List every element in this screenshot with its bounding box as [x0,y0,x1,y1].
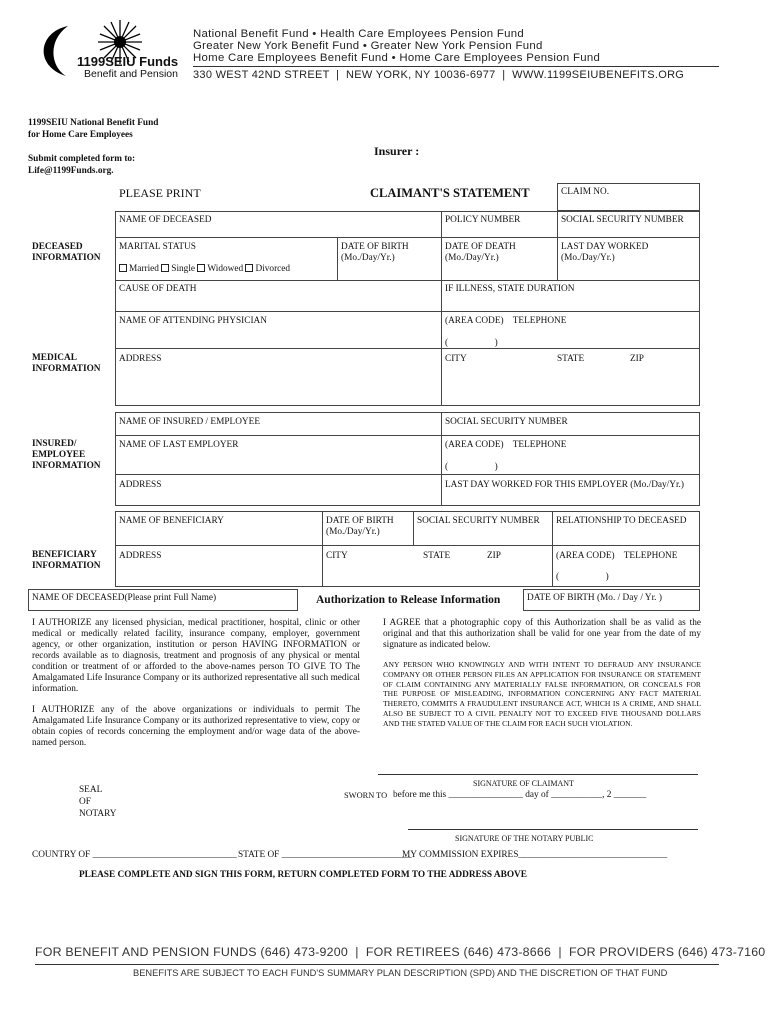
insured-address-field[interactable] [115,474,442,506]
last-day-worked-label: LAST DAY WORKED (Mo./Day/Yr.) [561,242,649,263]
insurer-label: Insurer : [374,144,420,158]
physician-phone-paren: ( ) [445,338,498,348]
sworn-date-line[interactable]: before me this ________________ day of ___________, 2 _______ [393,790,647,800]
insured-ssn-label: SOCIAL SECURITY NUMBER [445,417,568,427]
insured-address-label: ADDRESS [119,480,162,490]
physician-state-label: STATE [557,354,585,364]
deceased-ssn-label: SOCIAL SECURITY NUMBER [561,215,684,225]
married-checkbox[interactable] [119,264,127,272]
notary-signature-label: SIGNATURE OF THE NOTARY PUBLIC [455,834,594,843]
fund-address: 330 WEST 42ND STREET | NEW YORK, NY 10036-6977 | WWW.1199SEIUBENEFITS.ORG [193,69,685,81]
funds-line-3: Home Care Employees Benefit Fund • Home Care Employees Pension Fund [193,52,601,64]
employer-phone-label: (AREA CODE) TELEPHONE [445,440,567,450]
date-of-death-label: DATE OF DEATH (Mo./Day/Yr.) [445,242,516,263]
auth-deceased-name-label: NAME OF DECEASED(Please print Full Name) [32,593,217,603]
last-employer-label: NAME OF LAST EMPLOYER [119,440,239,450]
deceased-section-label: DECEASED INFORMATION [32,242,101,263]
auth-paragraph-2: I AUTHORIZE any of the above organizations or individuals to permit The Amalgamated Life Insurance Company or its authorized representative to view, copy or obtain copies of records concerning the employment and/or wage data of the above-named person. [32,705,360,748]
auth-agree-paragraph: I AGREE that a photographic copy of this Authorization shall be as valid as the original and that this authorization shall be valid for one year from the date of my signature as indicated below. [383,618,701,650]
beneficiary-ssn-label: SOCIAL SECURITY NUMBER [417,516,540,526]
claim-no-label: CLAIM NO. [561,187,610,197]
claimant-signature-line[interactable] [378,774,698,775]
marital-options [119,264,290,275]
medical-section-label: MEDICAL INFORMATION [32,353,101,374]
submit-email[interactable]: Life@1199Funds.org. [28,166,114,176]
auth-title: Authorization to Release Information [316,594,501,606]
employer-last-day-label: LAST DAY WORKED FOR THIS EMPLOYER (Mo./Day/Yr.) [445,480,684,490]
physician-address-label: ADDRESS [119,354,162,364]
please-print-label: PLEASE PRINT [119,186,201,200]
policy-number-label: POLICY NUMBER [445,215,521,225]
beneficiary-section-label: BENEFICIARY INFORMATION [32,550,101,571]
relationship-label: RELATIONSHIP TO DECEASED [556,516,687,526]
widowed-option-label: Widowed [207,264,244,274]
beneficiary-dob-label: DATE OF BIRTH (Mo./Day/Yr.) [326,516,394,537]
auth-paragraph-1: I AUTHORIZE any licensed physician, medical practitioner, hospital, clinic or other medical or medically related facility, insurance company, employer, government agency, or other organization, institution or person HAVING INFORMATION or records available as to diagnosis, treatment and prognosis of any physical or mental condition or treatment of or afforded to the above-names person TO GIVE TO The Amalgamated Life Insurance Company or its authorized representative all such medical information. [32,618,360,694]
country-of-field[interactable]: COUNTRY OF _______________________________ [32,850,237,860]
state-of-field[interactable]: STATE OF ____________________________ [238,850,412,860]
divorced-option-label: Divorced [255,264,291,274]
fund-name-line-1: 1199SEIU National Benefit Fund [28,118,159,128]
claimant-signature-label: SIGNATURE OF CLAIMANT [473,779,574,788]
beneficiary-city-label: CITY [326,551,348,561]
married-option-label: Married [129,264,159,274]
beneficiary-phone-paren: ( ) [556,572,609,582]
beneficiary-phone-label: (AREA CODE) TELEPHONE [556,551,678,561]
form-title: CLAIMANT'S STATEMENT [370,186,530,200]
single-option-label: Single [171,264,196,274]
physician-zip-label: ZIP [630,354,644,364]
logo-subtitle: Benefit and Pension [84,68,178,80]
beneficiary-address-label: ADDRESS [119,551,162,561]
notary-seal-label: SEAL OF NOTARY [79,785,117,819]
header-rule [193,66,719,67]
physician-phone-label: (AREA CODE) TELEPHONE [445,316,567,326]
beneficiary-name-label: NAME OF BENEFICIARY [119,516,224,526]
illness-duration-label: IF ILLNESS, STATE DURATION [445,284,575,294]
cause-of-death-label: CAUSE OF DEATH [119,284,197,294]
beneficiary-state-label: STATE [423,551,451,561]
fraud-warning: ANY PERSON WHO KNOWINGLY AND WITH INTENT TO DEFRAUD ANY INSURANCE COMPANY OR OTHER PERSON FILES AN APPLICATION FOR INSURANCE OR STATEMENT OF CLAIM CONTAINING ANY MATERIALLY FALSE INFORMATION, OR CONCEALS FOR THE PURPOSE OF MISLEADING, INFORMATION CONCERNING ANY FACT MATERIAL THERETO, COMMITS A FRAUDULENT INSURANCE ACT, WHICH IS A CRIME, AND SHALL ALSO BE SUBJECT TO A CIVIL PENALTY NOT TO EXCEED FIVE THOUSAND DOLLARS AND THE STATED VALUE OF THE CLAIM FOR EACH SUCH VIOLATION. [383,660,701,728]
submit-line-1: Submit completed form to: [28,154,136,164]
footer-disclaimer: BENEFITS ARE SUBJECT TO EACH FUND'S SUMMARY PLAN DESCRIPTION (SPD) AND THE DISCRETION OF THAT FUND [133,968,668,978]
insured-section-label: INSURED/ EMPLOYEE INFORMATION [32,439,101,471]
footer-phone-numbers: FOR BENEFIT AND PENSION FUNDS (646) 473-9200 | FOR RETIREES (646) 473-8666 | FOR PROVIDERS (646) 473-7160 [35,945,766,959]
employer-phone-paren: ( ) [445,462,498,472]
physician-address-field[interactable] [115,348,442,406]
divorced-checkbox[interactable] [245,264,253,272]
physician-city-label: CITY [445,354,467,364]
fund-name-line-2: for Home Care Employees [28,130,133,140]
deceased-dob-label: DATE OF BIRTH (Mo./Day/Yr.) [341,242,409,263]
single-checkbox[interactable] [161,264,169,272]
funds-line-2: Greater New York Benefit Fund • Greater New York Pension Fund [193,40,543,52]
logo-name: 1199SEIU Funds [77,54,179,69]
funds-line-1: National Benefit Fund • Health Care Employees Pension Fund [193,28,525,40]
beneficiary-zip-label: ZIP [487,551,501,561]
deceased-name-label: NAME OF DECEASED [119,215,212,225]
physician-name-label: NAME OF ATTENDING PHYSICIAN [119,316,267,326]
auth-dob-label: DATE OF BIRTH (Mo. / Day / Yr. ) [527,593,662,603]
notary-signature-line[interactable] [408,829,698,830]
widowed-checkbox[interactable] [197,264,205,272]
marital-status-label: MARITAL STATUS [119,242,196,252]
completion-instruction: PLEASE COMPLETE AND SIGN THIS FORM, RETURN COMPLETED FORM TO THE ADDRESS ABOVE [79,870,527,880]
footer-rule [35,964,719,965]
sworn-to-label: SWORN TO [344,791,388,800]
commission-expires-field[interactable]: MY COMMISSION EXPIRES________________________________ [402,850,668,860]
insured-name-label: NAME OF INSURED / EMPLOYEE [119,417,261,427]
